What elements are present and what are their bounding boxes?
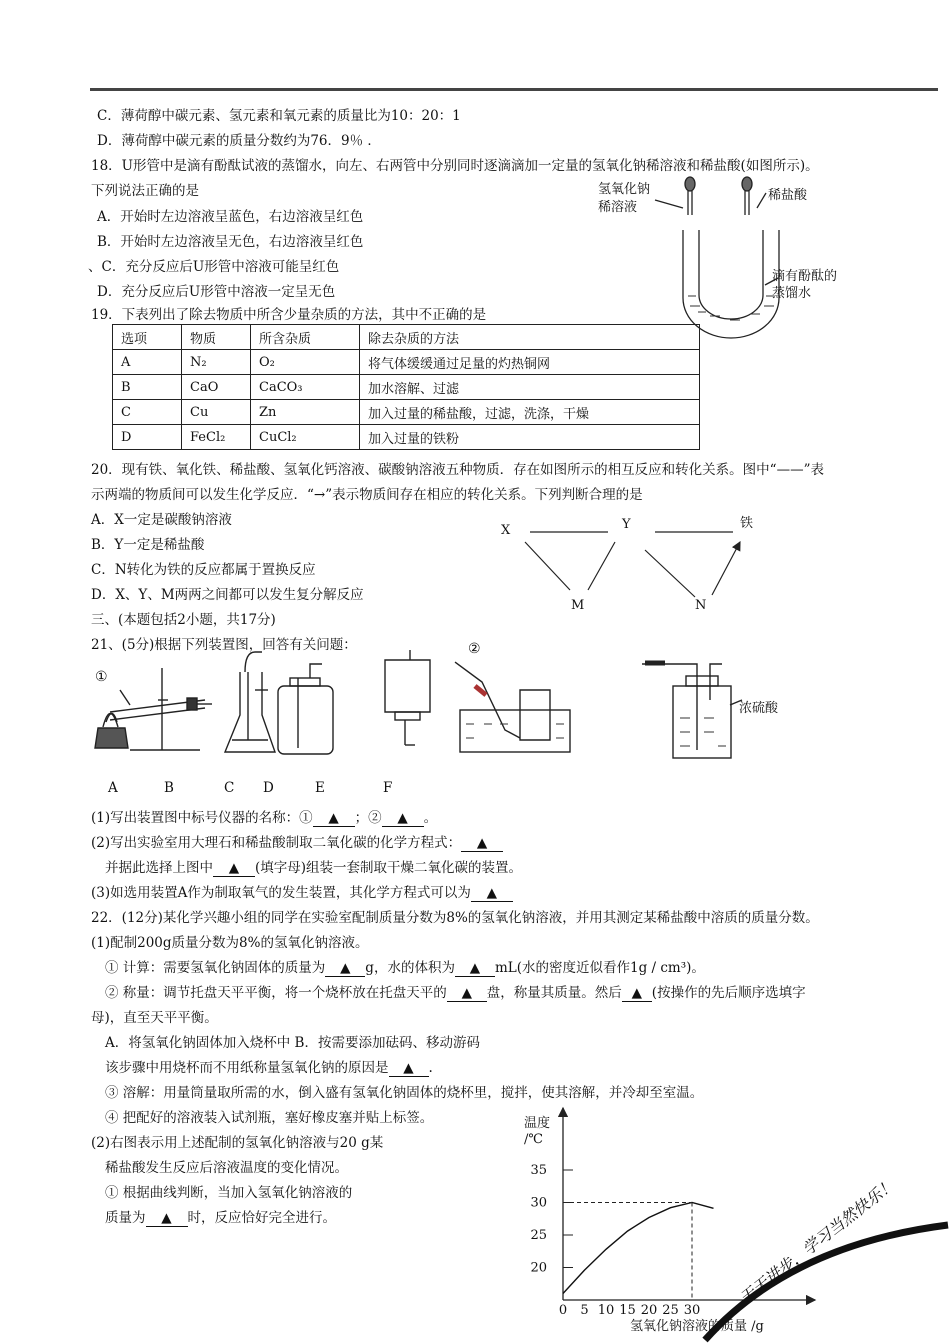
node-m: M (571, 598, 585, 613)
fig-hcl-label: 稀盐酸 (768, 188, 808, 203)
q21-p1-text-3: 。 (423, 810, 438, 826)
table-cell: O₂ (251, 350, 360, 375)
q22-s2-text: ② 称量：调节托盘天平平衡，将一个烧杯放在托盘天平的 (105, 985, 447, 1001)
table-cell: 加入过量的铁粉 (360, 425, 700, 450)
q22-part-2: (2)右图表示用上述配制的氢氧化钠溶液与20 g某 (91, 1135, 384, 1151)
y-tick-label: 20 (530, 1260, 547, 1276)
mark-2: ② (468, 641, 481, 657)
q18-option-d: D．充分反应后U形管中溶液一定呈无色 (97, 284, 336, 300)
q21-p2-text: (2)写出实验室用大理石和稀盐酸制取二氧化碳的化学方程式： (91, 835, 462, 851)
q22-s1-text-3: mL(水的密度近似看作1g / cm³)。 (494, 960, 705, 976)
q18-option-b: B．开始时左边溶液呈无色，右边溶液呈红色 (97, 234, 364, 250)
q22-reason-text-2: . (428, 1060, 433, 1076)
q22-s2-text-3: (按操作的先后顺序选填字 (651, 985, 806, 1001)
q19-stem: 19．下表列出了除去物质中所含少量杂质的方法，其中不正确的是 (91, 307, 487, 323)
q20-stem: 20．现有铁、氧化铁、稀盐酸、氢氧化钙溶液、碳酸钠溶液五种物质．存在如图所示的相互反应和转化关系。图中“——”表 (91, 462, 824, 478)
answer-blank[interactable]: ▲ (471, 885, 513, 902)
table-cell: 将气体缓缓通过足量的灼热铜网 (360, 350, 700, 375)
q22-stem: 22．(12分)某化学兴趣小组的同学在实验室配制质量分数为8%的氢氧化钠溶液，并用其测定某稀盐酸中溶质的质量分数。 (91, 910, 819, 926)
label-b: B (164, 780, 174, 796)
table-header-cell: 所含杂质 (251, 325, 360, 350)
q22-s1-text-2: g，水的体积为 (365, 960, 455, 976)
x-tick-label: 20 (640, 1303, 658, 1318)
q18-stem: 18．U形管中是滴有酚酞试液的蒸馏水，向左、右两管中分别同时逐滴滴加一定量的氢氧化钠稀溶液和稀盐酸(如图所示)。 (91, 158, 819, 174)
table-cell: CaCO₃ (251, 375, 360, 400)
q21-p1-text: (1)写出装置图中标号仪器的名称：① (91, 810, 313, 826)
node-y: Y (622, 517, 631, 532)
table-cell: C (113, 400, 182, 425)
table-cell: 加入过量的稀盐酸，过滤，洗涤，干燥 (360, 400, 700, 425)
mark-1: ① (95, 669, 108, 685)
x-tick-label: 10 (597, 1303, 615, 1318)
q18-option-c: 、C．充分反应后U形管中溶液可能呈红色 (88, 259, 340, 275)
q21-p1-text-2: ；② (354, 810, 382, 826)
q21-p3-text: (3)如选用装置A作为制取氧气的发生装置，其化学方程式可以为 (91, 885, 471, 901)
x-tick-label: 0 (558, 1303, 568, 1318)
label-d: D (263, 780, 274, 796)
table-cell: D (113, 425, 182, 450)
fig-naoh-label-1: 氢氧化钠 (598, 182, 651, 197)
q22-step-2-cont: 母)，直至天平平衡。 (91, 1010, 218, 1026)
label-f: F (383, 780, 393, 796)
acid-label: 浓硫酸 (739, 701, 779, 716)
answer-blank[interactable]: ▲ (622, 985, 652, 1002)
x-axis-label: 氢氧化钠溶液的质量 /g (630, 1319, 764, 1334)
q22-s2-text-2: 盘，称量其质量。然后 (486, 985, 622, 1001)
q21-p2b-text-2: (填字母)组装一套制取干燥二氧化碳的装置。 (255, 860, 523, 876)
label-e: E (315, 780, 325, 796)
q22-p2d-text-2: 时，反应恰好完全进行。 (187, 1210, 336, 1226)
q20-option-b: B．Y一定是稀盐酸 (91, 537, 205, 553)
q22-reason-text: 该步骤中用烧杯而不用纸称量氢氧化钠的原因是 (105, 1060, 389, 1076)
table-cell: CuCl₂ (251, 425, 360, 450)
answer-blank[interactable]: ▲ (325, 960, 365, 977)
q22-step-3: ③ 溶解：用量筒量取所需的水，倒入盛有氢氧化钠固体的烧杯里，搅拌，使其溶解，并冷却至室温。 (105, 1085, 704, 1101)
node-x: X (501, 523, 511, 538)
answer-blank[interactable]: ▲ (461, 835, 503, 852)
fig-water-label-2: 蒸馏水 (772, 286, 812, 301)
q22-part-2c: ① 根据曲线判断，当加入氢氧化钠溶液的 (105, 1185, 353, 1201)
fig-naoh-label-2: 稀溶液 (598, 200, 638, 215)
table-cell: Zn (251, 400, 360, 425)
y-axis-unit: /℃ (524, 1132, 543, 1147)
q21-stem: 21、(5分)根据下列装置图，回答有关问题： (91, 637, 357, 653)
q18-option-a: A．开始时左边溶液呈蓝色，右边溶液呈红色 (97, 209, 364, 225)
q22-choices: A．将氢氧化钠固体加入烧杯中 B．按需要添加砝码、移动游码 (105, 1035, 480, 1051)
table-cell: Cu (182, 400, 251, 425)
y-tick-label: 35 (530, 1163, 547, 1178)
q22-part-1: (1)配制200g质量分数为8%的氢氧化钠溶液。 (91, 935, 369, 951)
section-3-heading: 三、(本题包括2小题，共17分) (91, 612, 276, 628)
answer-blank[interactable]: ▲ (382, 810, 424, 827)
table-header-cell: 物质 (182, 325, 251, 350)
table-header-cell: 除去杂质的方法 (360, 325, 700, 350)
table-cell: 加水溶解、过滤 (360, 375, 700, 400)
x-tick-label: 30 (683, 1303, 701, 1318)
q17-option-d: D．薄荷醇中碳元素的质量分数约为76．9％ ． (97, 133, 381, 149)
q20-stem-2: 示两端的物质间可以发生化学反应．“→”表示物质间存在相应的转化关系。下列判断合理的是 (91, 487, 643, 503)
table-cell: N₂ (182, 350, 251, 375)
table-cell: CaO (182, 375, 251, 400)
q21-p2b-text: 并据此选择上图中 (105, 860, 213, 876)
answer-blank[interactable]: ▲ (389, 1060, 429, 1077)
watermark-text: 天天进步，学习当然快乐！ (735, 1174, 899, 1309)
answer-blank[interactable]: ▲ (146, 1210, 188, 1227)
q17-option-c: C．薄荷醇中碳元素、氢元素和氧元素的质量比为10：20：1 (97, 108, 461, 124)
answer-blank[interactable]: ▲ (313, 810, 355, 827)
q20-option-d: D．X、Y、M两两之间都可以发生复分解反应 (91, 587, 364, 603)
answer-blank[interactable]: ▲ (455, 960, 495, 977)
q22-part-2b: 稀盐酸发生反应后溶液温度的变化情况。 (105, 1160, 348, 1176)
label-c: C (224, 780, 235, 796)
x-tick-label: 5 (580, 1303, 589, 1318)
y-tick-label: 30 (530, 1195, 547, 1211)
q20-option-a: A．X一定是碳酸钠溶液 (91, 512, 232, 528)
fig-water-label-1: 滴有酚酞的 (772, 269, 838, 284)
y-tick-label: 25 (530, 1228, 547, 1243)
q20-option-c: C．N转化为铁的反应都属于置换反应 (91, 562, 316, 578)
y-axis-label: 温度 (524, 1116, 551, 1131)
q22-s1-text: ① 计算：需要氢氧化钠固体的质量为 (105, 960, 326, 976)
table-cell: A (113, 350, 182, 375)
q22-step-4: ④ 把配好的溶液装入试剂瓶，塞好橡皮塞并贴上标签。 (105, 1110, 434, 1126)
table-cell: B (113, 375, 182, 400)
table-header-cell: 选项 (113, 325, 182, 350)
table-cell: FeCl₂ (182, 425, 251, 450)
node-n: N (695, 598, 707, 613)
node-fe: 铁 (740, 516, 754, 531)
q22-p2d-text: 质量为 (105, 1210, 146, 1226)
x-tick-label: 15 (619, 1303, 636, 1318)
label-a: A (108, 780, 118, 796)
answer-blank[interactable]: ▲ (447, 985, 487, 1002)
x-tick-label: 25 (662, 1303, 679, 1318)
q18-stem-2: 下列说法正确的是 (91, 183, 199, 199)
answer-blank[interactable]: ▲ (213, 860, 255, 877)
